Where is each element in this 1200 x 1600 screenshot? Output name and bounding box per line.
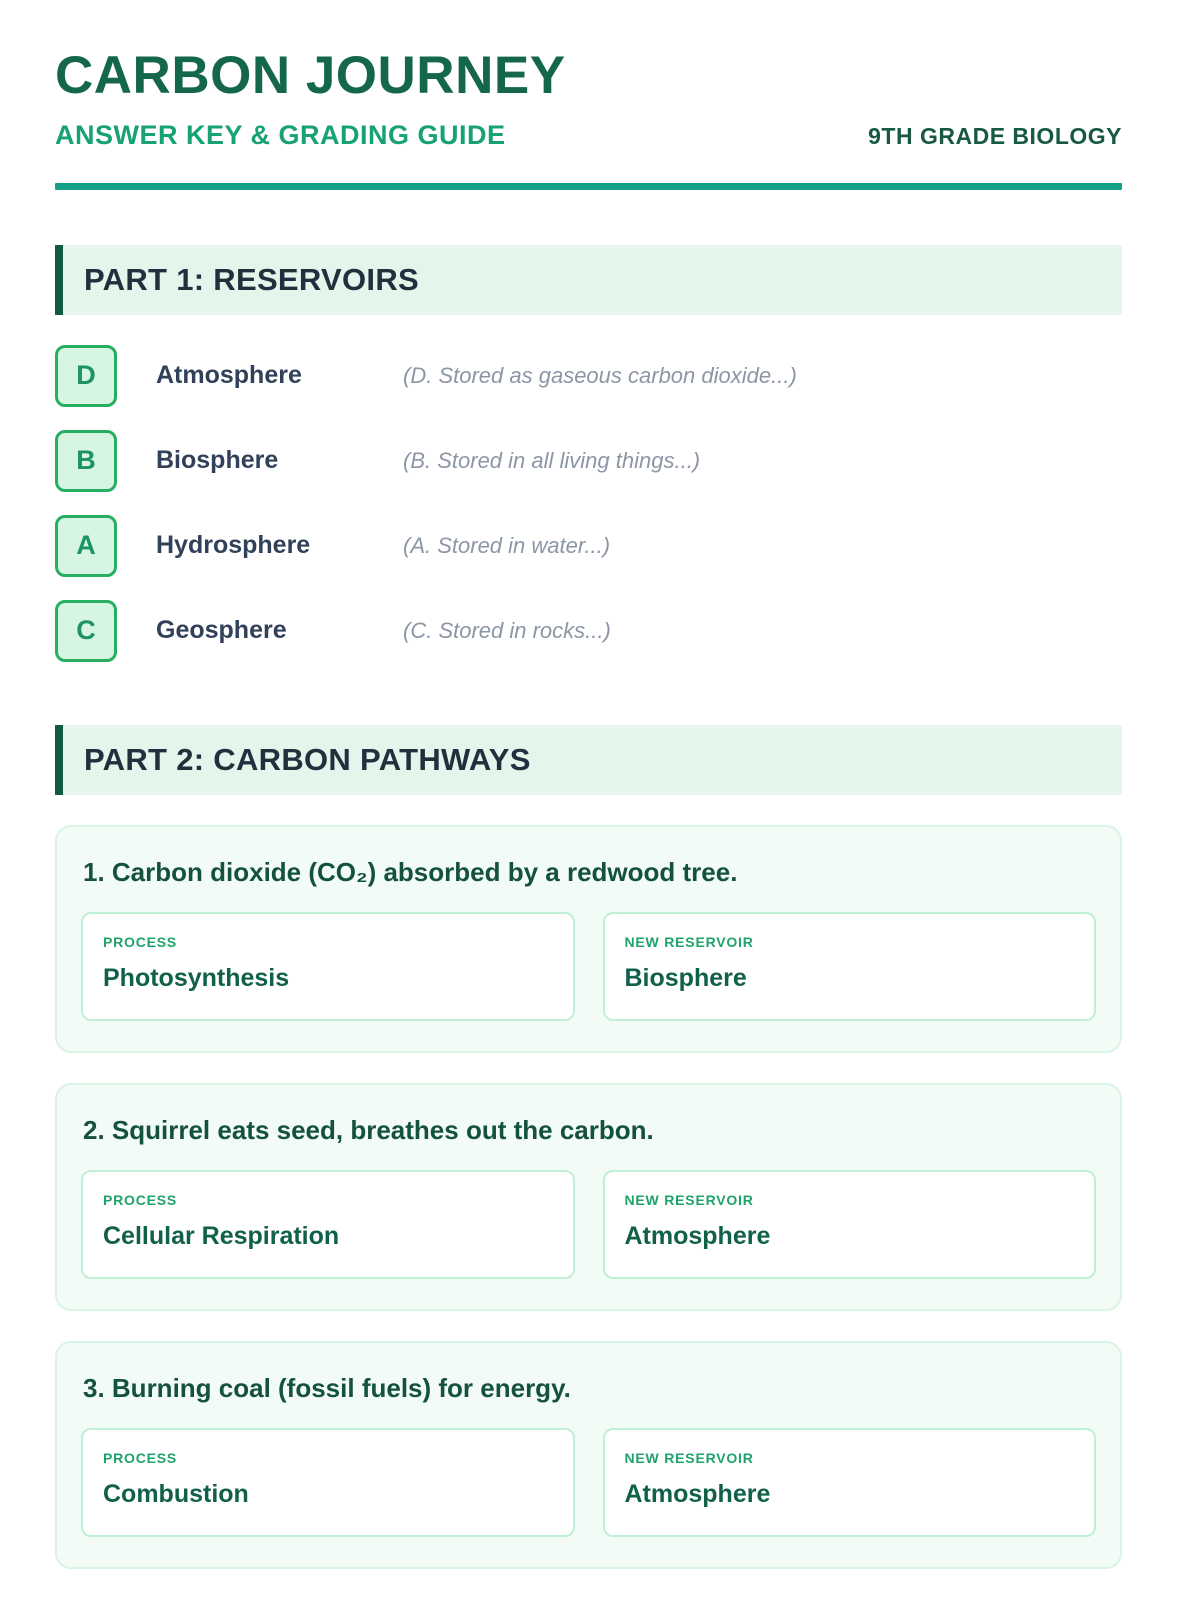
page-title: CARBON JOURNEY: [55, 46, 566, 105]
reservoir-note: (D. Stored as gaseous carbon dioxide...): [403, 362, 797, 388]
answer-letter-badge: A: [55, 515, 117, 577]
question-prompt: 1. Carbon dioxide (CO₂) absorbed by a redwood tree.: [83, 856, 738, 887]
reservoir-row: [55, 430, 1122, 492]
new-reservoir-value: Biosphere: [624, 963, 747, 992]
process-value: Combustion: [103, 1479, 249, 1508]
header-subtitle: ANSWER KEY & GRADING GUIDE: [55, 119, 506, 150]
process-label: PROCESS: [103, 933, 178, 950]
question-card: [55, 1083, 1122, 1311]
reservoir-row: [55, 345, 1122, 407]
part-2-heading: PART 2: CARBON PATHWAYS: [55, 725, 1122, 795]
reservoir-note: (B. Stored in all living things...): [403, 447, 701, 473]
reservoir-row: [55, 600, 1122, 662]
process-box: [81, 1428, 575, 1537]
process-box: [81, 1170, 575, 1279]
question-card: [55, 825, 1122, 1053]
new-reservoir-box: [603, 1428, 1097, 1537]
new-reservoir-value: Atmosphere: [624, 1221, 771, 1250]
question-prompt: 2. Squirrel eats seed, breathes out the carbon.: [83, 1114, 654, 1145]
reservoir-term: Hydrosphere: [156, 531, 311, 560]
answer-row: [81, 912, 1096, 1021]
new-reservoir-box: [603, 1170, 1097, 1279]
new-reservoir-label: NEW RESERVOIR: [624, 1191, 754, 1208]
process-box: [81, 912, 575, 1021]
reservoir-row: [55, 515, 1122, 577]
new-reservoir-box: [603, 912, 1097, 1021]
question-prompt: 3. Burning coal (fossil fuels) for energy.: [83, 1372, 571, 1403]
header: [55, 48, 1122, 190]
reservoir-note: (A. Stored in water...): [403, 532, 611, 558]
new-reservoir-label: NEW RESERVOIR: [624, 933, 754, 950]
part-1-heading: PART 1: RESERVOIRS: [55, 245, 1122, 315]
reservoir-term: Geosphere: [156, 616, 287, 645]
answer-letter-badge: C: [55, 600, 117, 662]
reservoir-term: Atmosphere: [156, 361, 302, 390]
header-subrow: [55, 120, 1122, 151]
process-value: Cellular Respiration: [103, 1221, 340, 1250]
answer-letter-badge: D: [55, 345, 117, 407]
process-label: PROCESS: [103, 1191, 178, 1208]
answer-row: [81, 1170, 1096, 1279]
new-reservoir-value: Atmosphere: [624, 1479, 771, 1508]
course-label: 9TH GRADE BIOLOGY: [868, 122, 1122, 149]
reservoir-note: (C. Stored in rocks...): [403, 617, 611, 643]
answer-letter-badge: B: [55, 430, 117, 492]
reservoir-term: Biosphere: [156, 446, 279, 475]
header-divider: [55, 183, 1122, 190]
reservoir-list: [55, 345, 1122, 662]
new-reservoir-label: NEW RESERVOIR: [624, 1449, 754, 1466]
process-label: PROCESS: [103, 1449, 178, 1466]
answer-row: [81, 1428, 1096, 1537]
question-card: [55, 1341, 1122, 1569]
process-value: Photosynthesis: [103, 963, 290, 992]
